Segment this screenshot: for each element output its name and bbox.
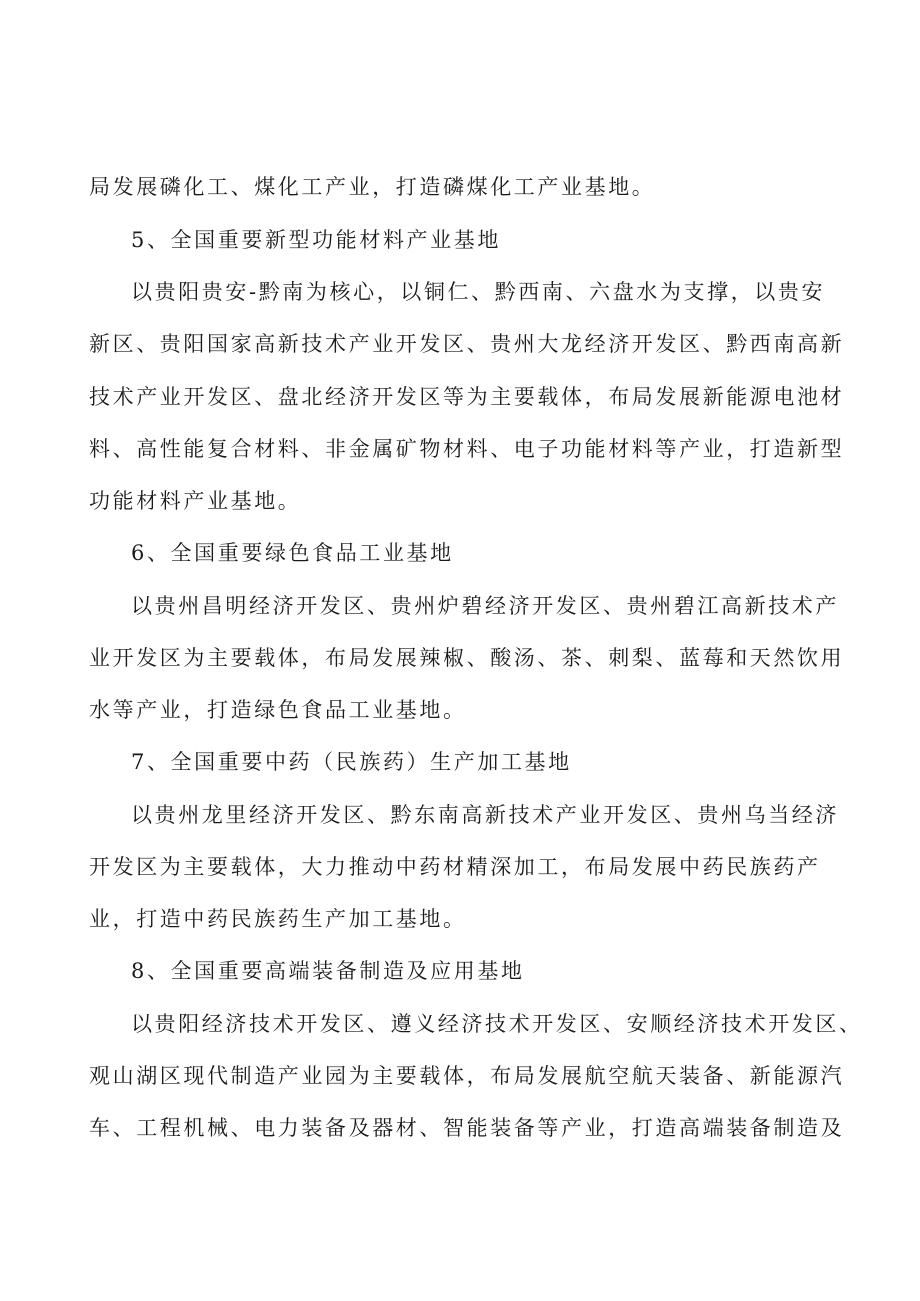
section-heading-6: 6、全国重要绿色食品工业基地 (131, 541, 454, 565)
section-heading-8: 8、全国重要高端装备制造及应用基地 (131, 959, 525, 983)
paragraph-line: 技术产业开发区、盘北经济开发区等为主要载体，布局发展新能源电池材 (89, 385, 845, 409)
paragraph-line: 业，打造中药民族药生产加工基地。 (89, 907, 467, 931)
paragraph-line: 业开发区为主要载体，布局发展辣椒、酸汤、茶、刺梨、蓝莓和天然饮用 (89, 646, 845, 670)
paragraph-line: 观山湖区现代制造产业园为主要载体，布局发展航空航天装备、新能源汽 (89, 1064, 845, 1088)
paragraph-line: 局发展磷化工、煤化工产业，打造磷煤化工产业基地。 (89, 175, 656, 199)
paragraph-line: 功能材料产业基地。 (89, 489, 302, 513)
paragraph-line: 开发区为主要载体，大力推动中药材精深加工，布局发展中药民族药产 (89, 855, 821, 879)
paragraph-line: 以贵州昌明经济开发区、贵州炉碧经济开发区、贵州碧江高新技术产 (131, 594, 839, 618)
paragraph-line: 以贵阳贵安-黔南为核心，以铜仁、黔西南、六盘水为支撑，以贵安 (131, 280, 826, 304)
section-heading-7: 7、全国重要中药（民族药）生产加工基地 (131, 750, 572, 774)
paragraph-line: 新区、贵阳国家高新技术产业开发区、贵州大龙经济开发区、黔西南高新 (89, 332, 845, 356)
paragraph-line: 以贵阳经济技术开发区、遵义经济技术开发区、安顺经济技术开发区、 (131, 1012, 863, 1036)
paragraph-line: 车、工程机械、电力装备及器材、智能装备等产业，打造高端装备制造及 (89, 1116, 845, 1140)
paragraph-line: 水等产业，打造绿色食品工业基地。 (89, 698, 467, 722)
paragraph-line: 料、高性能复合材料、非金属矿物材料、电子功能材料等产业，打造新型 (89, 437, 845, 461)
paragraph-line: 以贵州龙里经济开发区、黔东南高新技术产业开发区、贵州乌当经济 (131, 803, 839, 827)
section-heading-5: 5、全国重要新型功能材料产业基地 (131, 228, 501, 252)
